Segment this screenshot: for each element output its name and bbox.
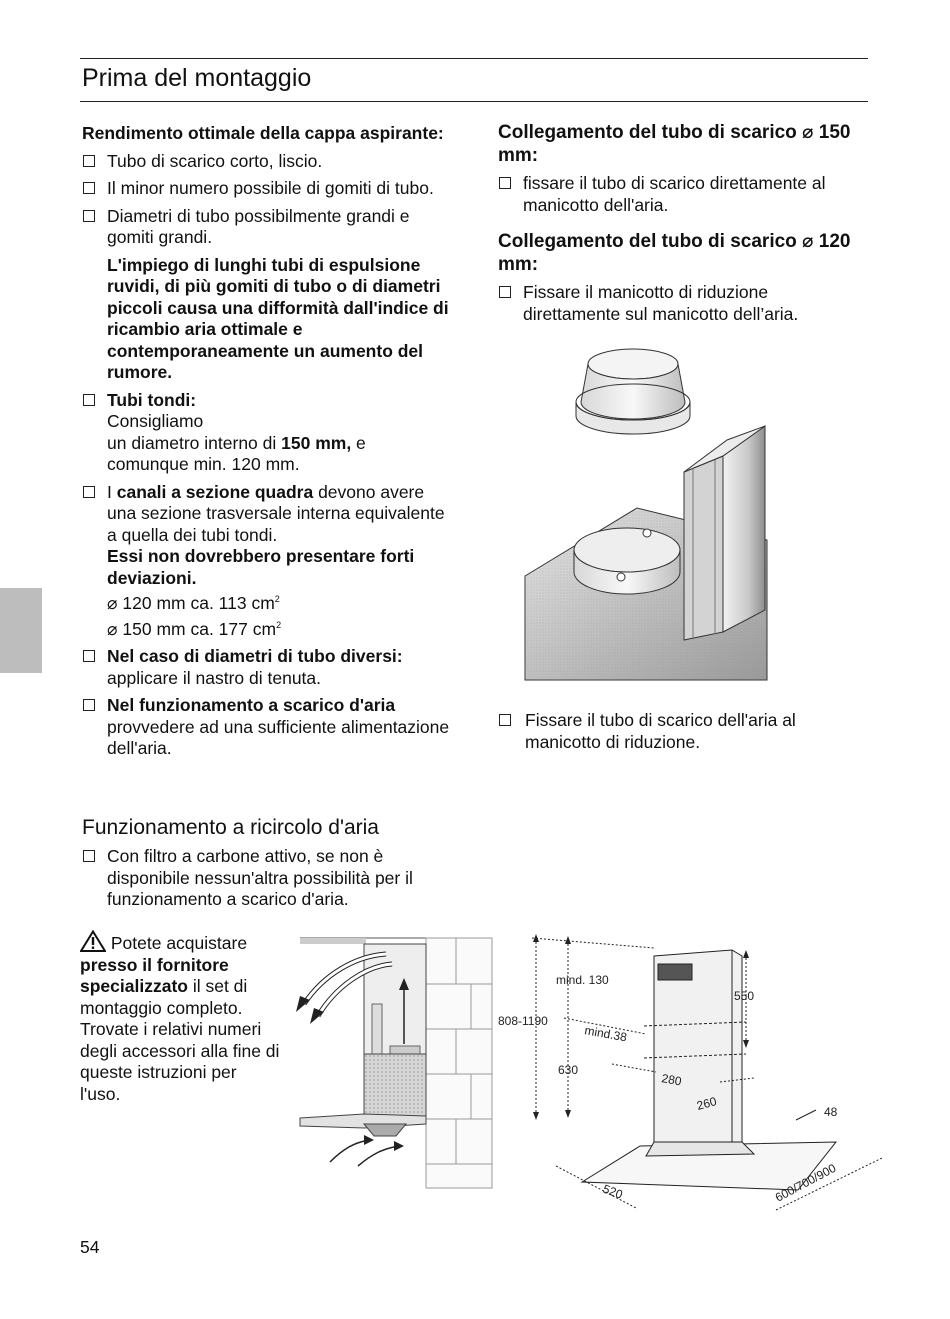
dim-600-700-900: 600/700/900: [772, 1160, 839, 1205]
list-item: Fissare il tubo di scarico dell'aria al manicotto di riduzione.: [498, 710, 868, 753]
dim-520: 520: [600, 1181, 625, 1202]
checkbox-bullet-icon: [499, 714, 511, 726]
top-rule: [80, 58, 868, 59]
checkbox-bullet-icon: [499, 286, 511, 298]
checkbox-bullet-icon: [83, 650, 95, 662]
accessory-note: Potete acquistare presso il fornitore specializzato il set di montaggio completo. Trovate i relativi numeri degli accessori alla fine di queste istruzioni per l'uso.: [80, 930, 280, 1105]
checkbox-bullet-icon: [83, 394, 95, 406]
list-item: Diametri di tubo possibilmente grandi e gomiti grandi.: [82, 206, 452, 249]
right-column-top: [498, 121, 868, 331]
checkbox-bullet-icon: [83, 486, 95, 498]
checkbox-bullet-icon: [83, 850, 95, 862]
dim-260: 260: [695, 1094, 719, 1113]
airflow-diagram: [296, 934, 496, 1190]
hood-glass: [300, 1114, 426, 1128]
reducer-sleeve: [576, 349, 690, 434]
dim-280: 280: [660, 1071, 683, 1089]
connection-120-heading: Collegamento del tubo di scarico ⌀ 120 mm:: [498, 231, 851, 275]
hood-body: [364, 1054, 426, 1122]
reducer-illustration: [497, 340, 769, 682]
performance-heading: Rendimento ottimale della cappa aspirante:: [82, 123, 444, 143]
dim-630: 630: [558, 1063, 579, 1077]
page-title: Prima del montaggio: [82, 64, 312, 92]
list-item: Nel funzionamento a scarico d'aria provvedere ad una sufficiente alimentazione dell'aria.: [82, 695, 452, 760]
noise-warning: L'impiego di lunghi tubi di espulsione ruvidi, di più gomiti di tubo o di diametri piccoli causa una difformità dall'indice di ricambio aria ottimale e contemporaneamente un aumento del rumore.: [107, 254, 449, 382]
left-column: [82, 123, 452, 766]
warning-triangle-icon: [80, 930, 106, 952]
dimension-drawing: [496, 934, 888, 1214]
connection-150-heading: Collegamento del tubo di scarico ⌀ 150 mm:: [498, 122, 851, 166]
list-item: Fissare il manicotto di riduzione direttamente sul manicotto dell’aria.: [498, 282, 868, 325]
dim-550: 550: [734, 989, 755, 1003]
list-item: I canali a sezione quadra devono avere una sezione trasversale interna equivalente a quella dei tubi tondi. Essi non dovrebbero presentare forti deviazioni. ⌀ 120 mm ca. 113 $cm^2$ ⌀ 150 mm ca. 177 $cm^2$: [82, 482, 452, 641]
side-tab: [0, 588, 42, 673]
list-item: fissare il tubo di scarico direttamente al manicotto dell'aria.: [498, 173, 868, 216]
list-item: Con filtro a carbone attivo, se non è disponibile nessun'altra possibilità per il funzionamento a scarico d'aria.: [82, 846, 452, 911]
dim-mind-38: mind.38: [583, 1023, 628, 1045]
list-item: Tubi tondi: Consigliamo un diametro interno di 150 mm, e comunque min. 120 mm.: [82, 390, 452, 476]
list-item: Il minor numero possibile di gomiti di tubo.: [82, 178, 452, 200]
vent-slots: [658, 964, 692, 980]
list-item: Nel caso di diametri di tubo diversi: applicare il nastro di tenuta.: [82, 646, 452, 689]
title-rule: [80, 101, 868, 102]
checkbox-bullet-icon: [83, 699, 95, 711]
dim-mind-130: mind. 130: [556, 973, 609, 987]
checkbox-bullet-icon: [499, 177, 511, 189]
recirculation-heading: Funzionamento a ricircolo d'aria: [82, 816, 379, 839]
wall-tiles: [426, 938, 492, 1188]
checkbox-bullet-icon: [83, 182, 95, 194]
right-column-bottom: [498, 710, 868, 759]
recirculation-section: [82, 816, 452, 917]
dim-808-1190: 808-1190: [498, 1014, 548, 1028]
page-number: 54: [80, 1237, 100, 1257]
checkbox-bullet-icon: [83, 210, 95, 222]
air-collar: [574, 528, 680, 594]
list-item: Tubo di scarico corto, liscio.: [82, 151, 452, 173]
checkbox-bullet-icon: [83, 155, 95, 167]
duct-panel: [684, 426, 765, 640]
dim-48: 48: [824, 1105, 838, 1119]
